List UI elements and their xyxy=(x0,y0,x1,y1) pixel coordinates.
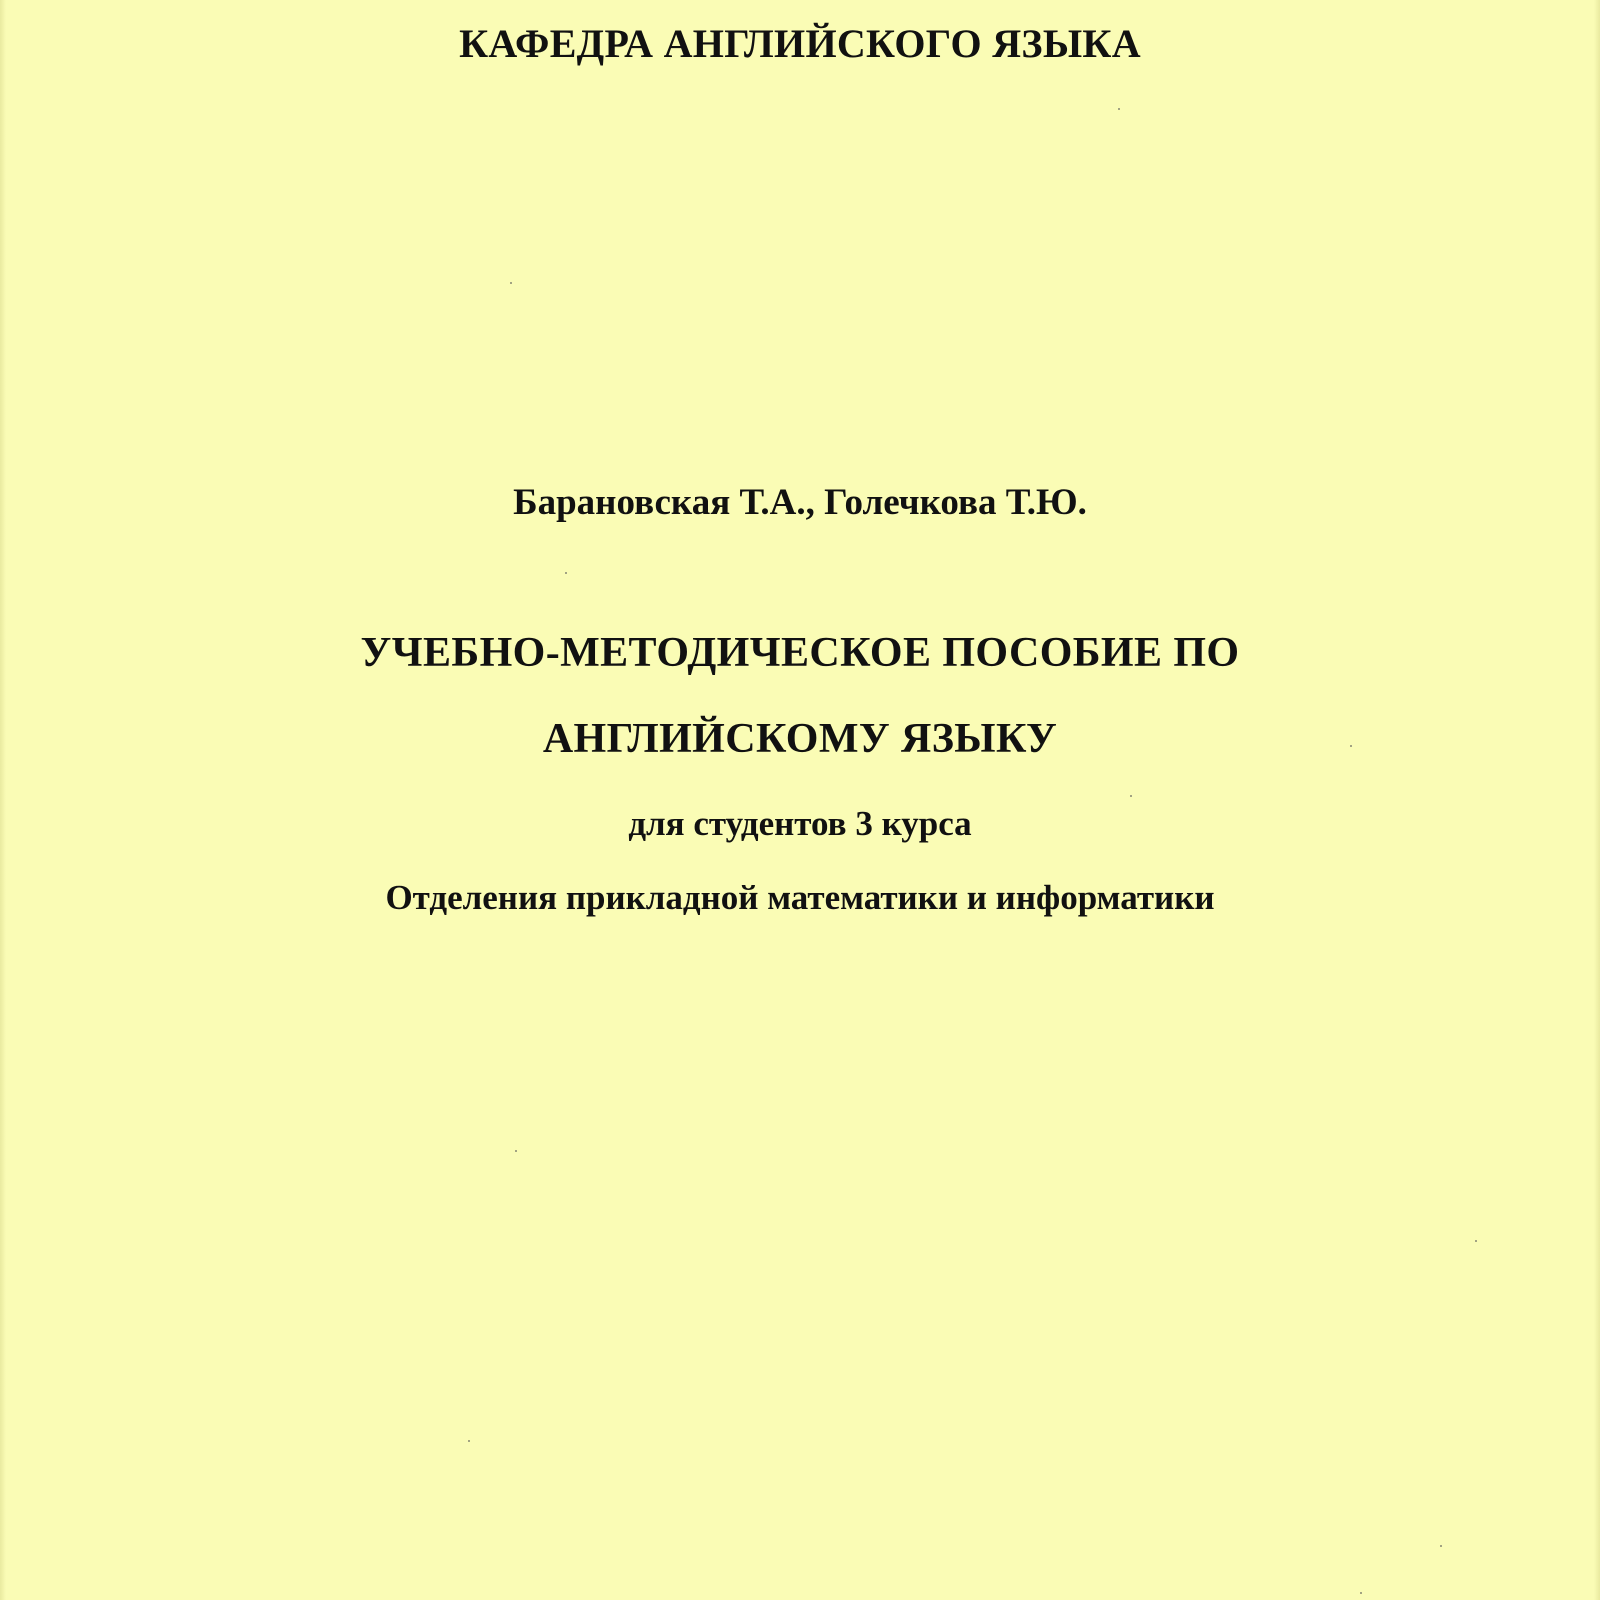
scan-speck xyxy=(1475,1240,1477,1242)
scan-speck xyxy=(1118,108,1120,110)
scan-speck xyxy=(565,572,567,574)
division-line: Отделения прикладной математики и информатики xyxy=(385,878,1215,917)
scan-speck xyxy=(468,1440,470,1442)
authors-line: Барановская Т.А., Голечкова Т.Ю. xyxy=(513,482,1087,523)
audience-line: для студентов 3 курса xyxy=(628,804,972,843)
scan-speck xyxy=(1350,745,1352,747)
title-line-2: АНГЛИЙСКОМУ ЯЗЫКУ xyxy=(542,716,1058,762)
paper-right-edge xyxy=(1594,0,1600,1600)
title-line-1: УЧЕБНО-МЕТОДИЧЕСКОЕ ПОСОБИЕ ПО xyxy=(360,630,1240,676)
scan-speck xyxy=(515,1150,517,1152)
department-heading: КАФЕДРА АНГЛИЙСКОГО ЯЗЫКА xyxy=(459,21,1141,66)
scan-speck xyxy=(1130,795,1132,797)
paper-left-edge xyxy=(0,0,6,1600)
scan-speck xyxy=(510,282,512,284)
scan-speck xyxy=(1440,1545,1442,1547)
scan-speck xyxy=(1360,1592,1362,1594)
